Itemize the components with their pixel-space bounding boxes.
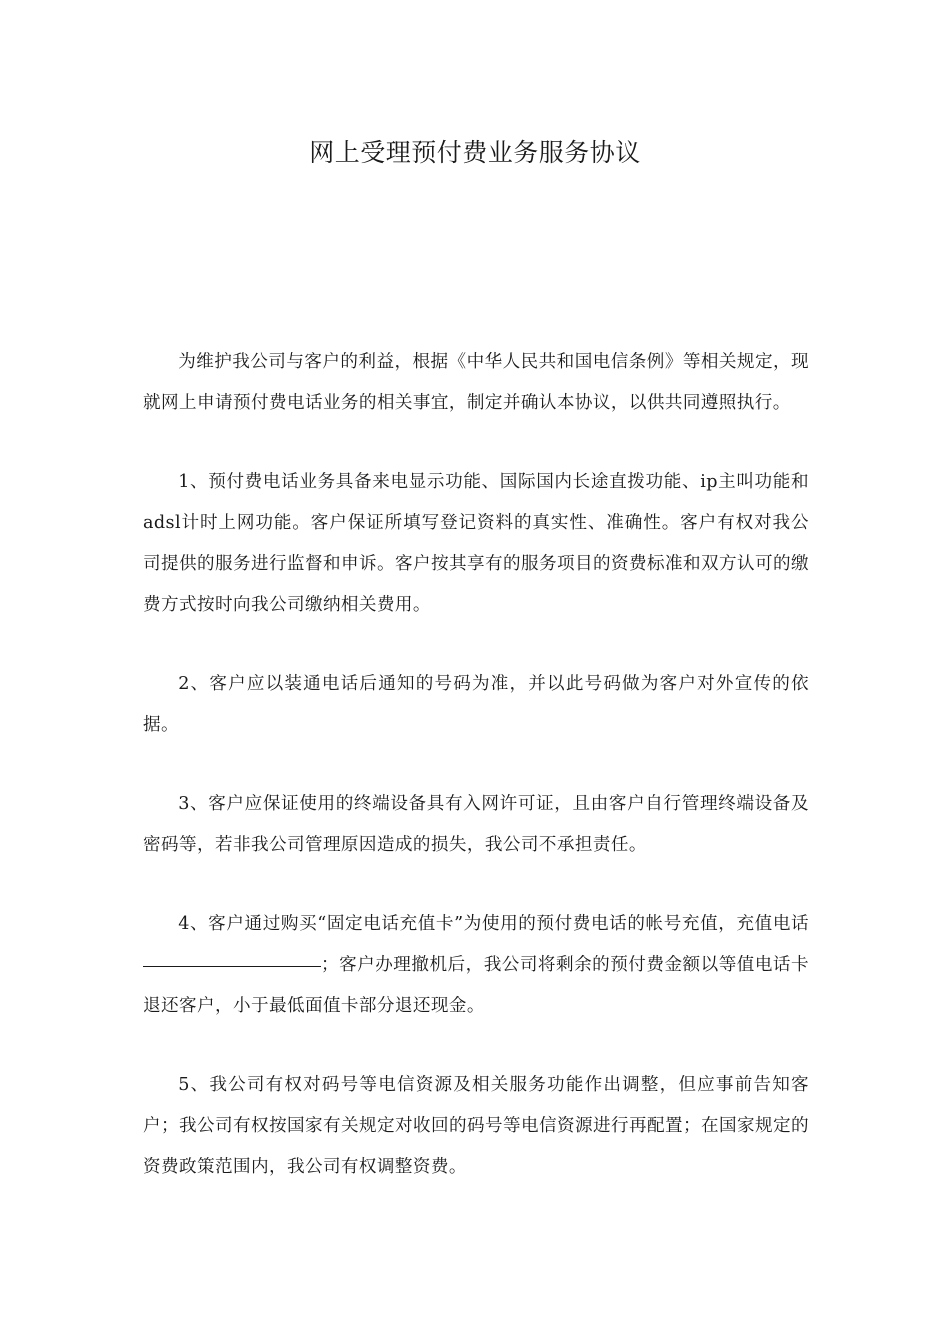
clause-2-paragraph: 2、客户应以装通电话后通知的号码为准，并以此号码做为客户对外宣传的依据。 [143, 674, 809, 735]
clause-4-text-after-blank: ；客户办理撤机后，我公司将剩余的预付费金额以等值电话卡退还客户，小于最低面值卡部分退还现金。 [143, 955, 809, 1016]
document-body [143, 342, 809, 1226]
clause-4-text-before-blank: 4、客户通过购买“固定电话充值卡”为使用的预付费电话的帐号充值，充值电话 [178, 914, 809, 934]
clause-1-paragraph: 1、预付费电话业务具备来电显示功能、国际国内长途直拨功能、ip主叫功能和adsl计时上网功能。客户保证所填写登记资料的真实性、准确性。客户有权对我公司提供的服务进行监督和申诉。客户按其享有的服务项目的资费标准和双方认可的缴费方式按时向我公司缴纳相关费用。 [143, 472, 809, 615]
clause-5-paragraph: 5、我公司有权对码号等电信资源及相关服务功能作出调整，但应事前告知客户；我公司有权按国家有关规定对收回的码号等电信资源进行再配置；在国家规定的资费政策范围内，我公司有权调整资费。 [143, 1075, 809, 1177]
intro-paragraph: 为维护我公司与客户的利益，根据《中华人民共和国电信条例》等相关规定，现就网上申请预付费电话业务的相关事宜，制定并确认本协议，以供共同遵照执行。 [143, 352, 809, 413]
clause-4-paragraph [143, 904, 809, 1027]
document-title: 网上受理预付费业务服务协议 [309, 138, 641, 167]
recharge-phone-blank-line [143, 965, 321, 967]
clause-3-paragraph: 3、客户应保证使用的终端设备具有入网许可证，且由客户自行管理终端设备及密码等，若非我公司管理原因造成的损失，我公司不承担责任。 [143, 794, 809, 855]
